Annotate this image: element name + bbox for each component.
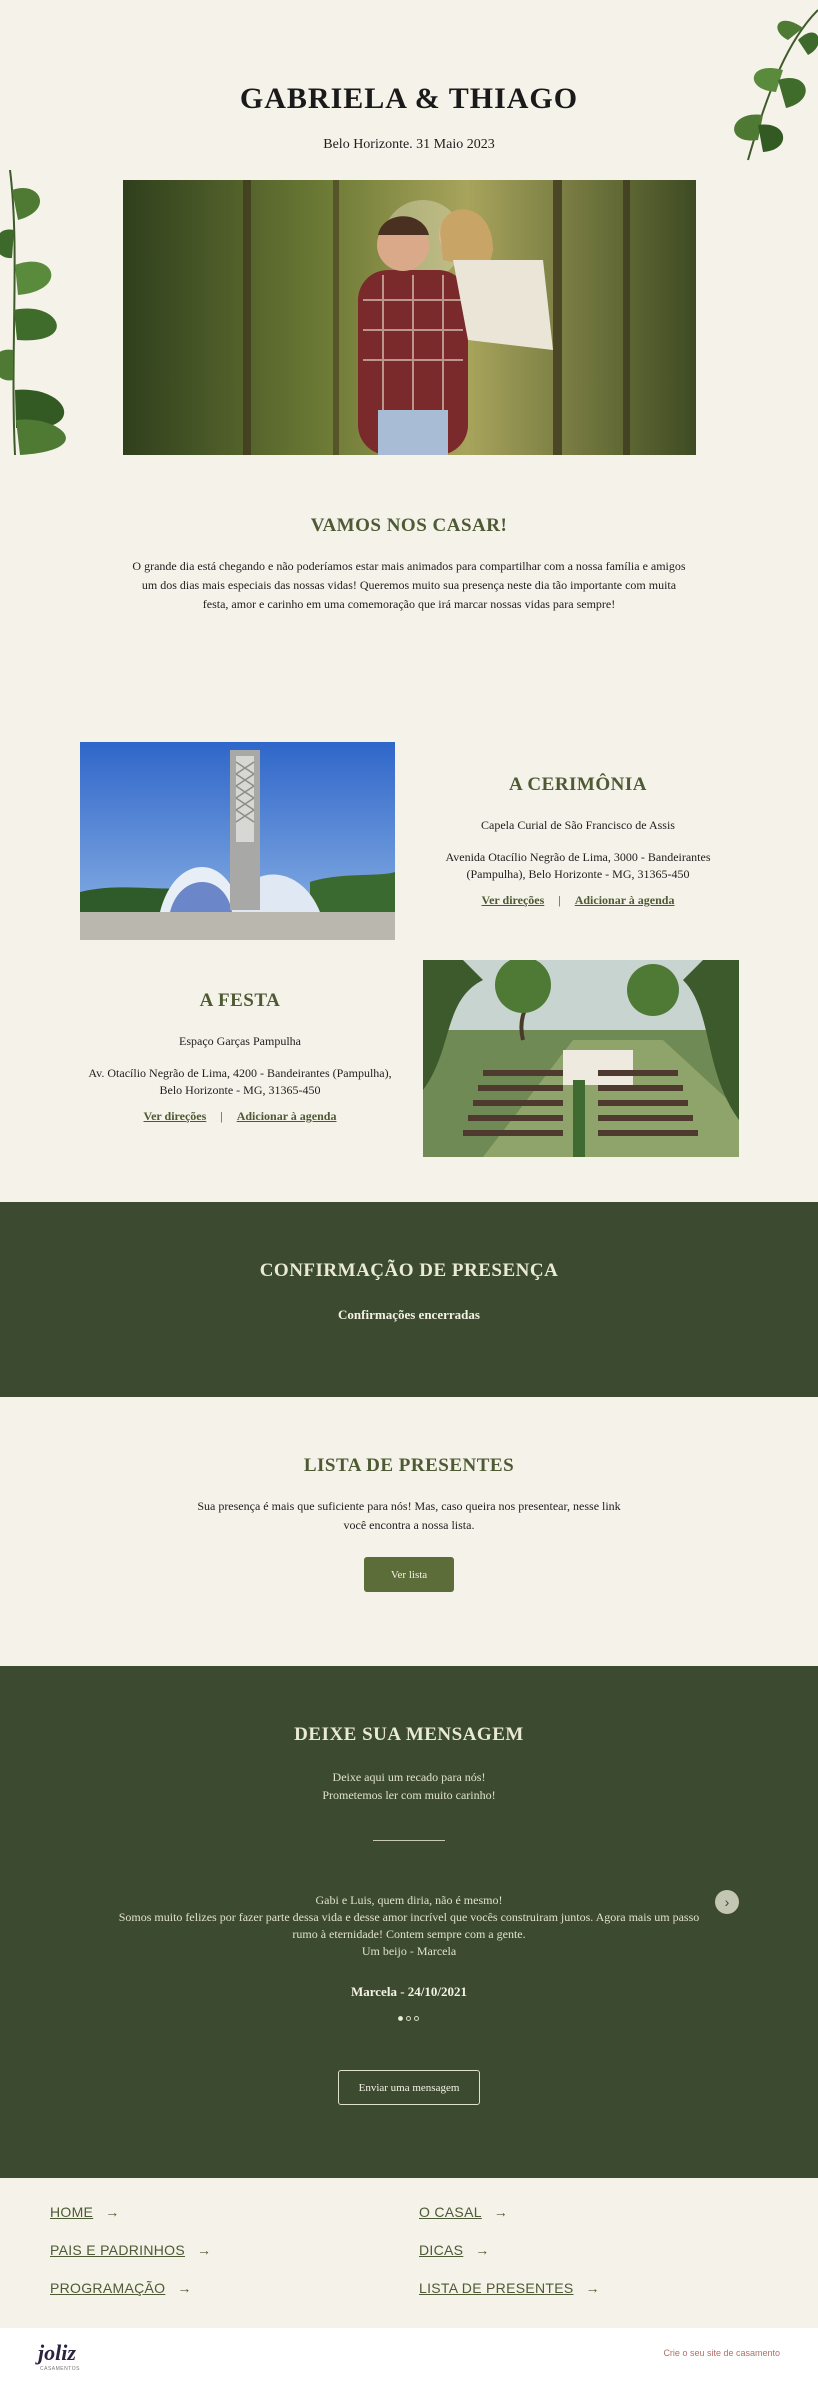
nav-link-gift-list[interactable]	[419, 2280, 600, 2296]
arrow-right-icon: →	[585, 2280, 600, 2296]
ceremony-title: A CERIMÔNIA	[509, 774, 647, 795]
footer-nav	[0, 2178, 818, 2328]
joliz-logo-subtitle: CASAMENTOS	[40, 2366, 80, 2372]
nav-link-tips[interactable]	[419, 2242, 490, 2258]
nav-link-couple[interactable]	[419, 2204, 508, 2220]
nav-link-label: LISTA DE PRESENTES	[419, 2280, 574, 2296]
rsvp-section	[0, 1202, 818, 1397]
nav-link-label: HOME	[50, 2204, 94, 2220]
wedding-date-location: Belo Horizonte. 31 Maio 2023	[323, 137, 495, 152]
message-card	[110, 1892, 708, 1960]
arrow-right-icon: →	[177, 2280, 192, 2296]
send-message-button[interactable]: Enviar uma mensagem	[338, 2070, 480, 2105]
ceremony-calendar-link[interactable]: Adicionar à agenda	[574, 893, 675, 907]
party-directions-link[interactable]: Ver direções	[143, 1109, 207, 1123]
message-line: Gabi e Luis, quem diria, não é mesmo!	[315, 1893, 503, 1907]
nav-link-label: DICAS	[419, 2242, 464, 2258]
nav-link-schedule[interactable]	[50, 2280, 192, 2296]
message-line: Somos muito felizes por fazer parte dessa vida e desse amor incrível que vocês construiram juntos. Agora mais um passo rumo à eternidade! Contem sempre com a gente.	[118, 1910, 700, 1941]
next-message-button[interactable]: ›	[715, 1890, 739, 1914]
party-venue: Espaço Garças Pampulha	[179, 1034, 301, 1048]
gifts-text: Sua presença é mais que suficiente para nós! Mas, caso queira nos presentear, nesse link você encontra a nossa lista.	[197, 1499, 621, 1532]
create-site-link[interactable]: Crie o seu site de casamento	[663, 2348, 780, 2358]
messages-intro	[0, 1768, 818, 1804]
chapel-photo	[80, 742, 395, 940]
ceremony-address: Avenida Otacílio Negrão de Lima, 3000 - Bandeirantes (Pampulha), Belo Horizonte - MG, 31365-450	[445, 850, 711, 881]
ceremony-directions-link[interactable]: Ver direções	[481, 893, 545, 907]
nav-link-home[interactable]	[50, 2204, 120, 2220]
ceremony-block	[418, 774, 738, 908]
party-block	[80, 990, 400, 1124]
ceremony-venue: Capela Curial de São Francisco de Assis	[481, 818, 675, 832]
couple-photo	[123, 180, 696, 455]
intro-title: VAMOS NOS CASAR!	[310, 515, 508, 536]
leaf-decoration-icon	[0, 170, 120, 460]
party-venue-photo	[423, 960, 739, 1157]
arrow-right-icon: →	[475, 2242, 490, 2258]
arrow-right-icon: →	[493, 2204, 509, 2220]
arrow-right-icon: →	[196, 2242, 212, 2258]
message-author: Marcela - 24/10/2021	[350, 1984, 467, 1999]
joliz-logo[interactable]: joliz	[38, 2340, 76, 2365]
messages-title: DEIXE SUA MENSAGEM	[294, 1724, 524, 1745]
nav-link-parents[interactable]	[50, 2242, 211, 2258]
party-title: A FESTA	[199, 990, 281, 1011]
intro-text: O grande dia está chegando e não poderíamos estar mais animados para compartilhar com a nossa família e amigos um dos dias mais especiais das nossas vidas! Queremos muito sua presença neste dia tão importante com muita festa, amor e carinho em uma comemoração que irá marcar nossas vidas para sempre!	[132, 559, 686, 611]
rsvp-title: CONFIRMAÇÃO DE PRESENÇA	[259, 1260, 559, 1281]
messages-intro-line: Deixe aqui um recado para nós!	[332, 1770, 486, 1784]
message-line: Um beijo - Marcela	[361, 1944, 457, 1958]
messages-section	[0, 1666, 818, 2178]
divider	[373, 1840, 445, 1841]
party-address: Av. Otacílio Negrão de Lima, 4200 - Bandeirantes (Pampulha), Belo Horizonte - MG, 31365-450	[88, 1066, 392, 1097]
carousel-dot[interactable]	[406, 2016, 411, 2021]
link-separator: |	[220, 1109, 223, 1123]
link-separator: |	[558, 893, 561, 907]
carousel-dot[interactable]	[398, 2016, 403, 2021]
couple-title: GABRIELA & THIAGO	[239, 82, 579, 115]
party-links	[80, 1109, 400, 1124]
hero-section	[0, 0, 818, 470]
footer-bar	[0, 2328, 818, 2383]
ceremony-links	[418, 893, 738, 908]
gifts-title: LISTA DE PRESENTES	[303, 1455, 515, 1476]
party-calendar-link[interactable]: Adicionar à agenda	[236, 1109, 337, 1123]
view-gift-list-button[interactable]: Ver lista	[364, 1557, 454, 1592]
rsvp-status: Confirmações encerradas	[338, 1307, 480, 1322]
nav-link-label: PROGRAMAÇÃO	[50, 2280, 166, 2296]
nav-link-label: PAIS E PADRINHOS	[50, 2242, 185, 2258]
messages-intro-line: Prometemos ler com muito carinho!	[322, 1788, 496, 1802]
arrow-right-icon: →	[105, 2204, 120, 2220]
carousel-dot[interactable]	[414, 2016, 419, 2021]
nav-link-label: O CASAL	[419, 2204, 482, 2220]
carousel-dots	[398, 2016, 419, 2021]
